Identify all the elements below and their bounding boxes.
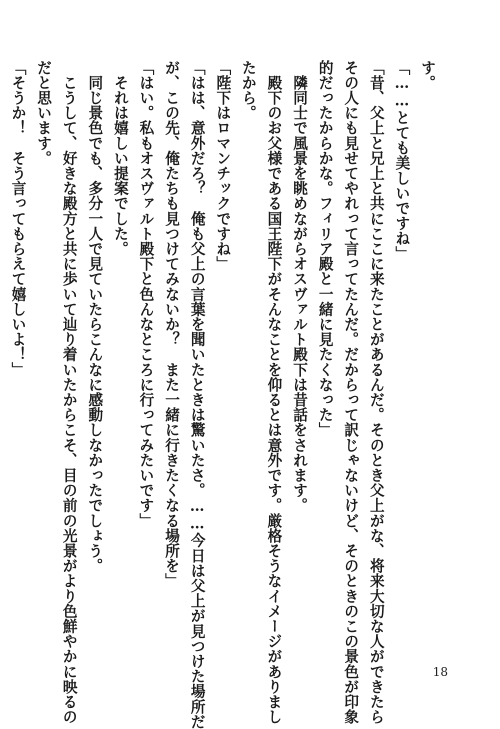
text-line: 隣同士で風景を眺めながらオスヴァルト殿下は昔話をされます。: [291, 60, 309, 513]
text-line: 的だったからかな。フィリア殿と一緒に見たくなった」: [316, 60, 334, 438]
text-line: 「そうか！ そう言ってもらえて嬉しいよ！」: [9, 60, 27, 378]
text-line: 「はい。私もオスヴァルト殿下と色んなところに行ってみたいです」: [137, 60, 155, 529]
text-line: 同じ景色でも、多分一人で見ていたらこんなに感動しなかったでしょう。: [86, 60, 104, 574]
text-line: こうして、好きな殿方と共に歩いて辿り着いたからこそ、目の前の光景がより色鮮やかに映るの: [60, 60, 78, 725]
page-number: 18: [432, 665, 448, 679]
text-line: その人にも見せてやれって言ってたんだ。だからって訳じゃないけど、そのときのこの景色が印象: [342, 60, 360, 725]
text-line: 「昔、父上と兄上と共にここに来たことがあるんだ。そのとき父上がな、将来大切な人ができたら: [367, 60, 385, 725]
text-line: 「陛下はロマンチックですね」: [214, 60, 232, 272]
text-line: それは嬉しい提案でした。: [111, 60, 129, 257]
text-line: 「……とても美しいですね」: [393, 60, 411, 262]
text-line: 「はは、意外だろ？ 俺も父上の言葉を聞いたときは驚いたさ。……今日は父上が見つけた場所だ: [188, 60, 206, 729]
text-line: だと思います。: [35, 60, 53, 166]
text-line: たから。: [239, 60, 257, 121]
text-line: す。: [419, 60, 436, 91]
text-line: が、この先、俺たちも見つけてみないか？ また一緒に行きたくなる場所を」: [163, 60, 181, 589]
text-line: 殿下のお父様である国王陛下がそんなことを仰るとは意外です。厳格そうなイメージがありまし: [265, 60, 283, 725]
